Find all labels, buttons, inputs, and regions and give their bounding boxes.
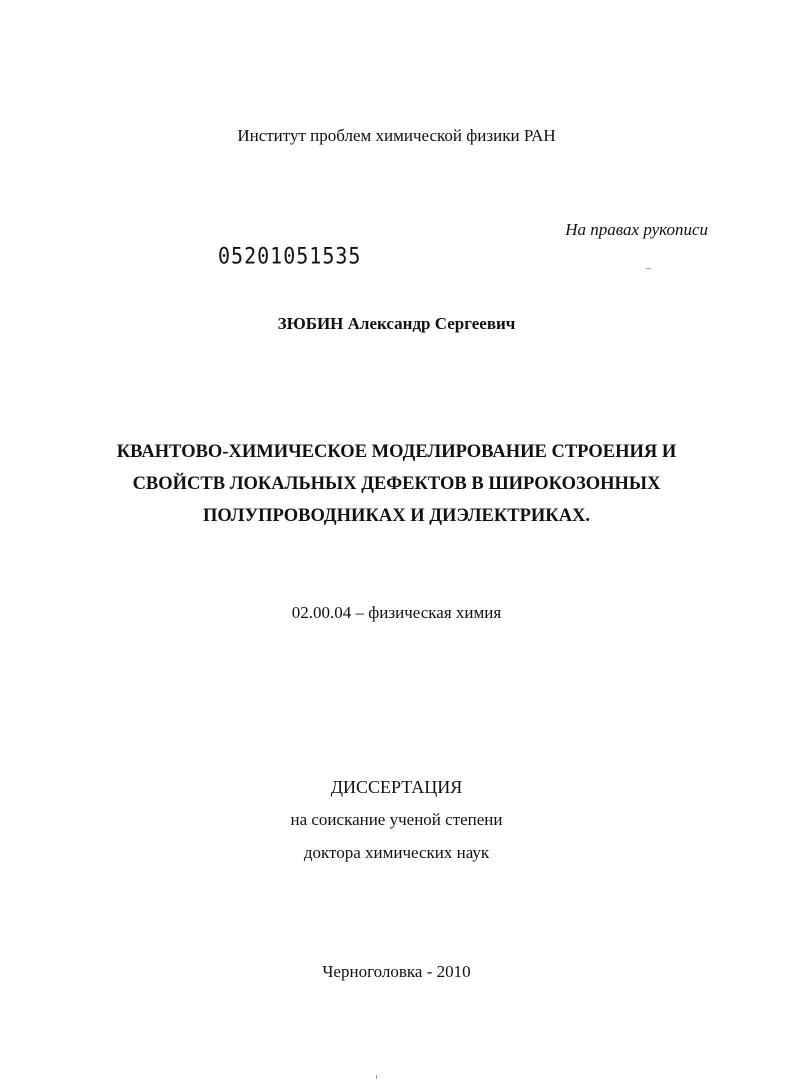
document-type: ДИССЕРТАЦИЯ (330, 777, 463, 797)
title-line-1: КВАНТОВО-ХИМИЧЕСКОЕ МОДЕЛИРОВАНИЕ СТРОЕНИЯ И (116, 442, 677, 462)
scan-speck (646, 268, 651, 269)
scan-speck (376, 1075, 377, 1079)
degree-line-1: на соискание ученой степени (290, 810, 503, 829)
place-and-year: Черноголовка - 2010 (322, 962, 471, 981)
author-name: ЗЮБИН Александр Сергеевич (277, 314, 516, 333)
title-line-3: ПОЛУПРОВОДНИКАХ И ДИЭЛЕКТРИКАХ. (202, 506, 591, 526)
specialty-code: 02.00.04 – физическая химия (291, 603, 502, 622)
manuscript-note: На правах рукописи (565, 220, 708, 239)
title-line-2: СВОЙСТВ ЛОКАЛЬНЫХ ДЕФЕКТОВ В ШИРОКОЗОННЫХ (132, 474, 661, 494)
catalog-stamp-number: 05201051535 (218, 242, 362, 269)
degree-line-2: доктора химических наук (303, 843, 490, 862)
institute-name: Институт проблем химической физики РАН (237, 126, 556, 145)
dissertation-title (0, 436, 793, 532)
